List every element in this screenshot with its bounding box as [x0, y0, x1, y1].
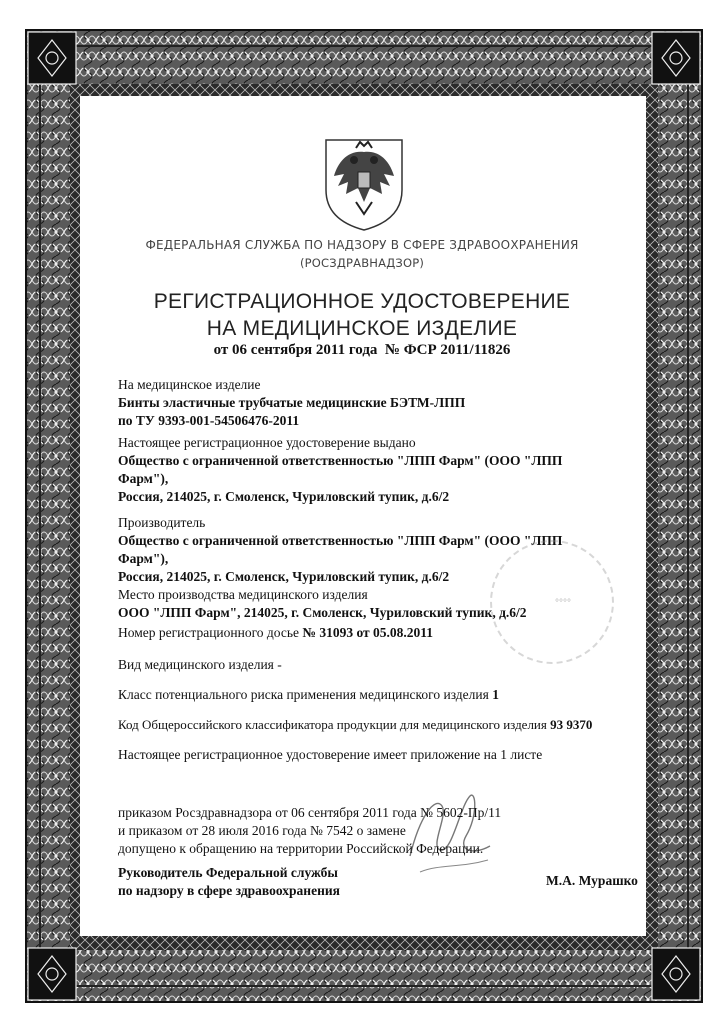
agency-header — [122, 236, 602, 272]
manufacturer-address: Россия, 214025, г. Смоленск, Чуриловский тупик, д.6/2 — [118, 569, 450, 584]
device-section — [118, 376, 658, 430]
risk-class-line — [118, 686, 658, 704]
dossier-value: № 31093 от 05.08.2011 — [302, 625, 434, 640]
signatory-title-1: Руководитель Федеральной службы — [118, 865, 338, 880]
okp-code-line — [118, 716, 658, 734]
order-section — [118, 804, 658, 858]
issued-to-line-1: Общество с ограниченной ответственностью "ЛПП Фарм" (ООО "ЛПП — [118, 453, 563, 468]
certificate-number: ФСР 2011/11826 — [403, 342, 511, 358]
appendix-text: Настоящее регистрационное удостоверение имеет приложение на 1 листе — [118, 747, 543, 762]
appendix-line — [118, 746, 658, 764]
okp-code-value: 93 9370 — [550, 717, 593, 732]
okp-code-label: Код Общероссийского классификатора продукции для медицинского изделия — [118, 717, 547, 732]
certificate-date: 06 сентября 2011 года — [232, 342, 378, 358]
manufacturer-line-2: Фарм"), — [118, 551, 169, 566]
order-line-1: приказом Росздравнадзора от 06 сентября 2011 года № 5602-Пр/11 — [118, 805, 502, 820]
agency-short-name: (РОСЗДРАВНАДЗОР) — [299, 256, 425, 270]
production-site-value: ООО "ЛПП Фарм", 214025, г. Смоленск, Чуриловский тупик, д.6/2 — [118, 605, 527, 620]
device-label: На медицинское изделие — [118, 377, 261, 392]
signatory-name: М.А. Мурашко — [546, 873, 638, 888]
risk-class-label: Класс потенциального риска применения медицинского изделия — [118, 687, 489, 702]
signatory-title-2: по надзору в сфере здравоохранения — [118, 883, 340, 898]
production-site-label: Место производства медицинского изделия — [118, 587, 368, 602]
agency-name: ФЕДЕРАЛЬНАЯ СЛУЖБА ПО НАДЗОРУ В СФЕРЕ ЗДРАВООХРАНЕНИЯ — [145, 238, 579, 252]
issued-to-line-2: Фарм"), — [118, 471, 169, 486]
device-name: Бинты эластичные трубчатые медицинские БЭТМ-ЛПП — [118, 395, 466, 410]
title-line-1: РЕГИСТРАЦИОННОЕ УДОСТОВЕРЕНИЕ — [153, 290, 571, 313]
order-line-2: и приказом от 28 июля 2016 года № 7542 о замене — [118, 823, 406, 838]
issued-to-label: Настоящее регистрационное удостоверение выдано — [118, 435, 416, 450]
number-sign: № — [384, 342, 400, 358]
corner-ornament-tl — [28, 32, 76, 84]
manufacturer-line-1: Общество с ограниченной ответственностью "ЛПП Фарм" (ООО "ЛПП — [118, 533, 563, 548]
manufacturer-label: Производитель — [118, 515, 206, 530]
corner-ornament-tr — [652, 32, 700, 84]
faint-stamp-mark: °°°° — [555, 598, 571, 609]
order-line-3: допущено к обращению на территории Российской Федерации. — [118, 841, 484, 856]
issued-to-section — [118, 434, 658, 506]
title-line-2: НА МЕДИЦИНСКОЕ ИЗДЕЛИЕ — [206, 317, 518, 340]
certificate-title — [122, 288, 602, 342]
date-prefix: от — [213, 342, 229, 358]
faint-stamp — [490, 540, 614, 664]
dossier-label: Номер регистрационного досье — [118, 625, 300, 640]
device-type-label: Вид медицинского изделия - — [118, 657, 282, 672]
coat-of-arms-icon — [318, 136, 410, 232]
certificate-date-number — [122, 342, 602, 359]
issued-to-address: Россия, 214025, г. Смоленск, Чуриловский тупик, д.6/2 — [118, 489, 450, 504]
corner-ornament-bl — [28, 948, 76, 1000]
device-spec: по ТУ 9393-001-54506476-2011 — [118, 413, 300, 428]
risk-class-value: 1 — [492, 687, 499, 702]
corner-ornament-br — [652, 948, 700, 1000]
